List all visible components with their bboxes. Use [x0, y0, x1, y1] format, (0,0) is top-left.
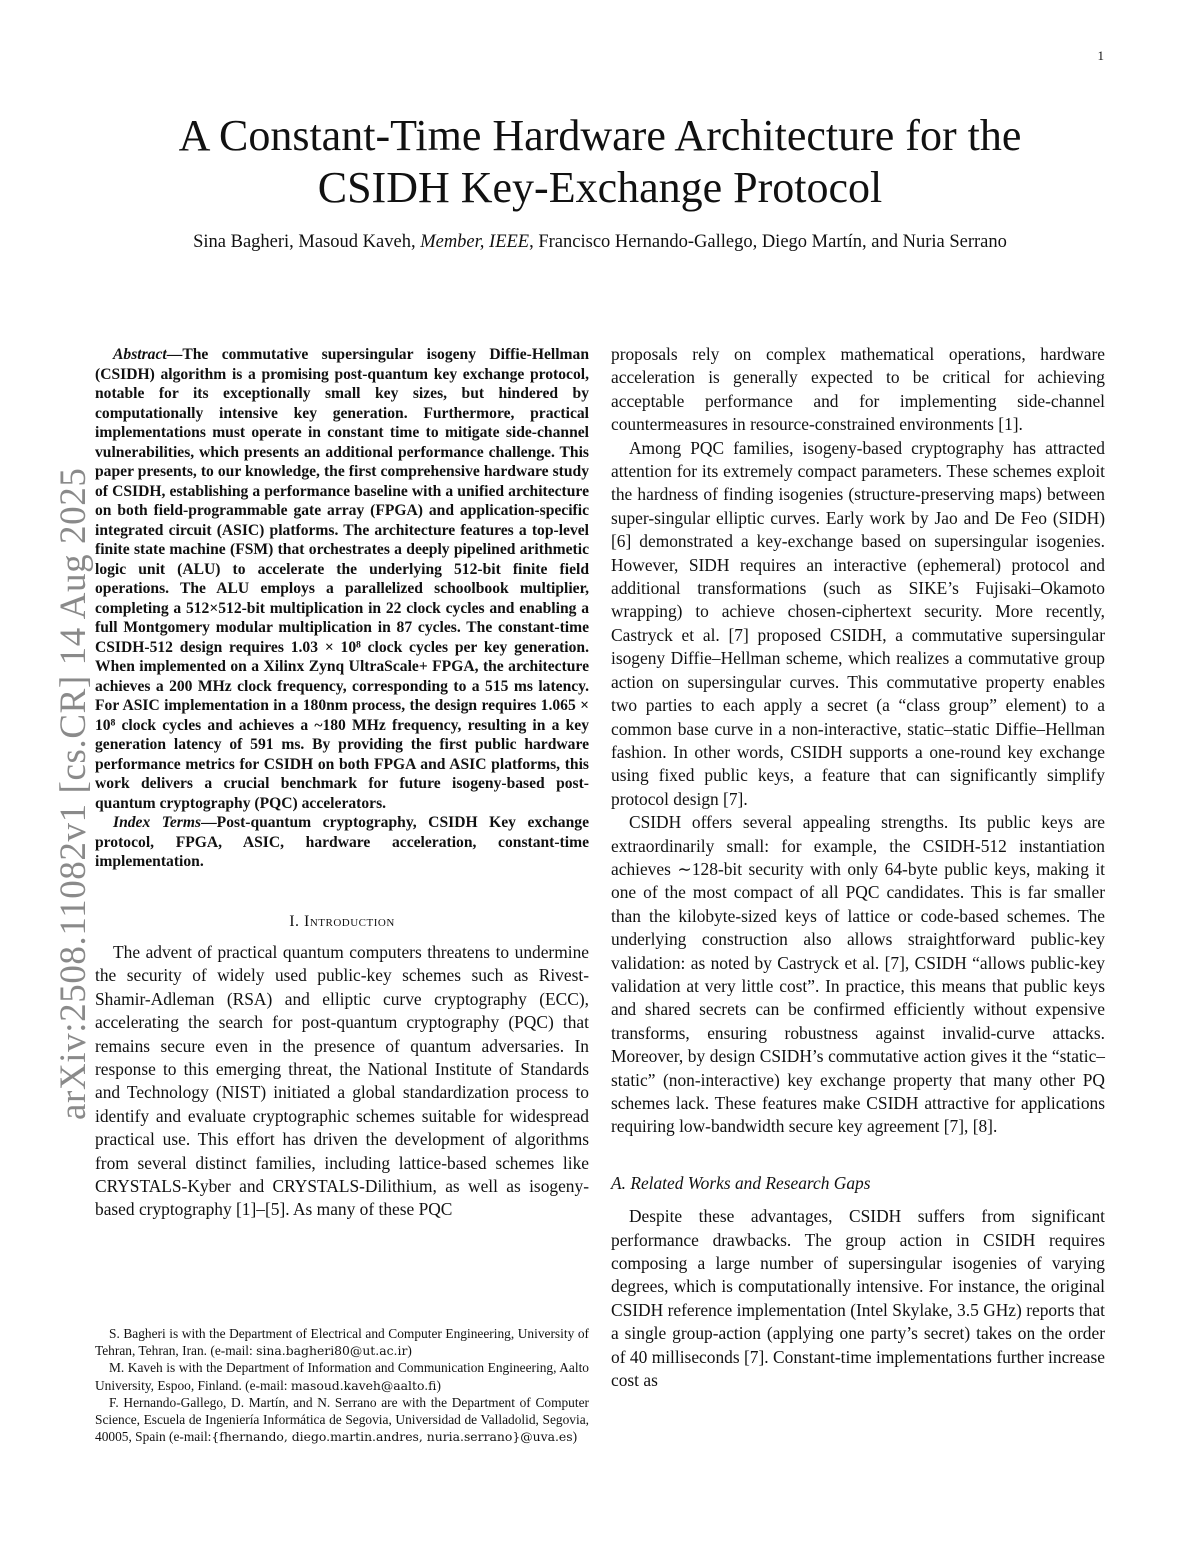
- footnote-bagheri: [95, 1325, 589, 1359]
- index-terms-text: —Post-quantum cryptography, CSIDH Key exchange protocol, FPGA, ASIC, hardware acceleration, constant-time implementation.: [95, 814, 589, 870]
- title-line-2: CSIDH Key-Exchange Protocol: [317, 163, 883, 212]
- right-paragraph-1: proposals rely on complex mathematical operations, hardware acceleration is generally expected to be critical for achieving acceptable performance and for implementing side-channel countermeasures in resource-constrained environments [1].: [611, 344, 1105, 435]
- title-line-1: A Constant-Time Hardware Architecture for the: [178, 111, 1022, 160]
- page-number: 1: [1097, 48, 1104, 63]
- footnote-kaveh: [95, 1359, 589, 1393]
- footnote-email-link[interactable]: sina.bagheri80@ut.ac.ir: [256, 1343, 408, 1359]
- footnote-end: ): [407, 1343, 412, 1359]
- index-terms-lead: Index Terms: [113, 814, 202, 831]
- footnote-valladolid-authors: [95, 1394, 589, 1446]
- abstract: [95, 345, 589, 813]
- left-column: [95, 345, 589, 1222]
- right-column: [611, 343, 1105, 1392]
- footnote-email-link[interactable]: masoud.kaveh@aalto.fi: [290, 1377, 437, 1393]
- abstract-lead: Abstract: [113, 346, 167, 363]
- footnote-end: ): [436, 1377, 441, 1393]
- authors-part-1: Sina Bagheri, Masoud Kaveh,: [193, 232, 421, 252]
- subsection-heading-related-works: A. Related Works and Research Gaps: [611, 1172, 871, 1193]
- right-paragraph-2: Among PQC families, isogeny-based cryptography has attracted attention for its extremely compact parameters. These schemes exploit the hardness of finding isogenies (structure-preserving maps) between super-singular elliptic curves. Early work by Jao and De Feo (SIDH) [6] demonstrated a key-exchange based on supersingular isogenies. However, SIDH requires an interactive (ephemeral) protocol and additional transformations (such as SIKE’s Fujisaki–Okamoto wrapping) to achieve chosen-ciphertext security. More recently, Castryck et al. [7] proposed CSIDH, a commutative supersingular isogeny Diffie–Hellman scheme, which realizes a commutative group action on supersingular curves. This commutative property enables two parties to each apply a secret (a “class group” element) to a common base curve in a non-interactive, static–static Diffie–Hellman fashion. In other words, CSIDH supports a one-round key exchange using fixed public keys, a feature that can significantly simplify protocol design [7].: [611, 437, 1105, 809]
- index-terms: [95, 813, 589, 872]
- arxiv-identifier-stamp: arXiv:2508.11082v1 [cs.CR] 14 Aug 2025: [53, 467, 94, 1120]
- related-works-paragraph-1: Despite these advantages, CSIDH suffers from significant performance drawbacks. The group action in CSIDH requires composing a large number of supersingular isogenies of varying degrees, which is computationally intensive. For instance, the original CSIDH reference implementation (Intel Skylake, 3.5 GHz) reports that a single group-action (applying one party’s secret) takes on the order of 40 milliseconds [7]. Constant-time implementations further increase cost as: [611, 1206, 1105, 1391]
- paper-title: [100, 110, 1100, 214]
- authors-membership: Member, IEEE: [420, 232, 530, 252]
- right-paragraph-3: CSIDH offers several appealing strengths. Its public keys are extraordinarily small: for example, the CSIDH-512 instantiation achieves ∼128-bit security with only 64-byte public keys, making it one of the most compact of all PQC candidates. This is far smaller than the kilobyte-sized keys of lattice or code-based schemes. The underlying construction also allows straightforward public-key validation: as noted by Castryck et al. [7], CSIDH “allows public-key validation at very little cost”. In practice, this means that public keys and shared secrets can be confirmed efficiently without expensive transforms, ensuring robustness against invalid-curve attacks. Moreover, by design CSIDH’s commutative action gives it the “static–static” (non-interactive) key exchange property that many other PQ schemes lack. These features make CSIDH attractive for applications requiring low-bandwidth secure key agreement [7], [8].: [611, 812, 1105, 1137]
- authors-part-2: , Francisco Hernando-Gallego, Diego Martín, and Nuria Serrano: [529, 232, 1007, 252]
- footnote-text: S. Bagheri is with the Department of Electrical and Computer Engineering, University of Tehran, Tehran, Iran. (e-mail:: [95, 1326, 589, 1359]
- footnote-email-link[interactable]: {fhernando, diego.martin.andres, nuria.serrano}@uva.es: [211, 1429, 573, 1445]
- footnote-end: ): [572, 1429, 578, 1445]
- intro-paragraph-1: The advent of practical quantum computers threatens to undermine the security of widely used public-key schemes such as Rivest-Shamir-Adleman (RSA) and elliptic curve cryptography (ECC), accelerating the search for post-quantum cryptography (PQC) that remains secure even in the presence of quantum adversaries. In response to this emerging threat, the National Institute of Standards and Technology (NIST) initiated a global standardization process to identify and evaluate cryptographic schemes suitable for widespread practical use. This effort has driven the development of algorithms from several distinct families, including lattice-based schemes like CRYSTALS-Kyber and CRYSTALS-Dilithium, as well as isogeny-based cryptography [1]–[5]. As many of these PQC: [95, 941, 589, 1220]
- footnote-text: M. Kaveh is with the Department of Information and Communication Engineering, Aalto University, Espoo, Finland. (e-mail:: [95, 1360, 589, 1393]
- footnote-text: F. Hernando-Gallego, D. Martín, and N. Serrano are with the Department of Computer Science, Escuela de Ingeniería Informática de Segovia, Universidad de Valladolid, Segovia, 40005, Spain (e-mail:: [95, 1394, 589, 1445]
- section-heading-introduction: [95, 910, 589, 933]
- section-numeral: I.: [289, 912, 305, 930]
- author-list: [100, 232, 1100, 253]
- abstract-text: —The commutative supersingular isogeny Diffie-Hellman (CSIDH) algorithm is a promising post-quantum key exchange protocol, notable for its exceptionally small key sizes, but hindered by computationally intensive key generation. Furthermore, practical implementations must operate in constant time to mitigate side-channel vulnerabilities, which presents an additional performance challenge. This paper presents, to our knowledge, the first comprehensive hardware study of CSIDH, establishing a performance baseline with a unified architecture on both field-programmable gate array (FPGA) and application-specific integrated circuit (ASIC) platforms. The architecture features a top-level finite state machine (FSM) that orchestrates a deeply pipelined arithmetic logic unit (ALU) to accelerate the underlying 512-bit finite field operations. The ALU employs a parallelized schoolbook multiplier, completing a 512×512-bit multiplication in 22 clock cycles and enabling a full Montgomery modular multiplication in 87 cycles. The constant-time CSIDH-512 design requires 1.03 × 10⁸ clock cycles per key generation. When implemented on a Xilinx Zynq UltraScale+ FPGA, the architecture achieves a 200 MHz clock frequency, corresponding to a 515 ms latency. For ASIC implementation in a 180nm process, the design requires 1.065 × 10⁸ clock cycles and achieves a ~180 MHz frequency, resulting in a key generation latency of 591 ms. By providing the first public hardware performance metrics for CSIDH on both FPGA and ASIC platforms, this work delivers a crucial benchmark for future isogeny-based post-quantum cryptography (PQC) accelerators.: [95, 346, 589, 812]
- affiliation-footnotes: [95, 1325, 589, 1445]
- section-title: Introduction: [304, 912, 395, 930]
